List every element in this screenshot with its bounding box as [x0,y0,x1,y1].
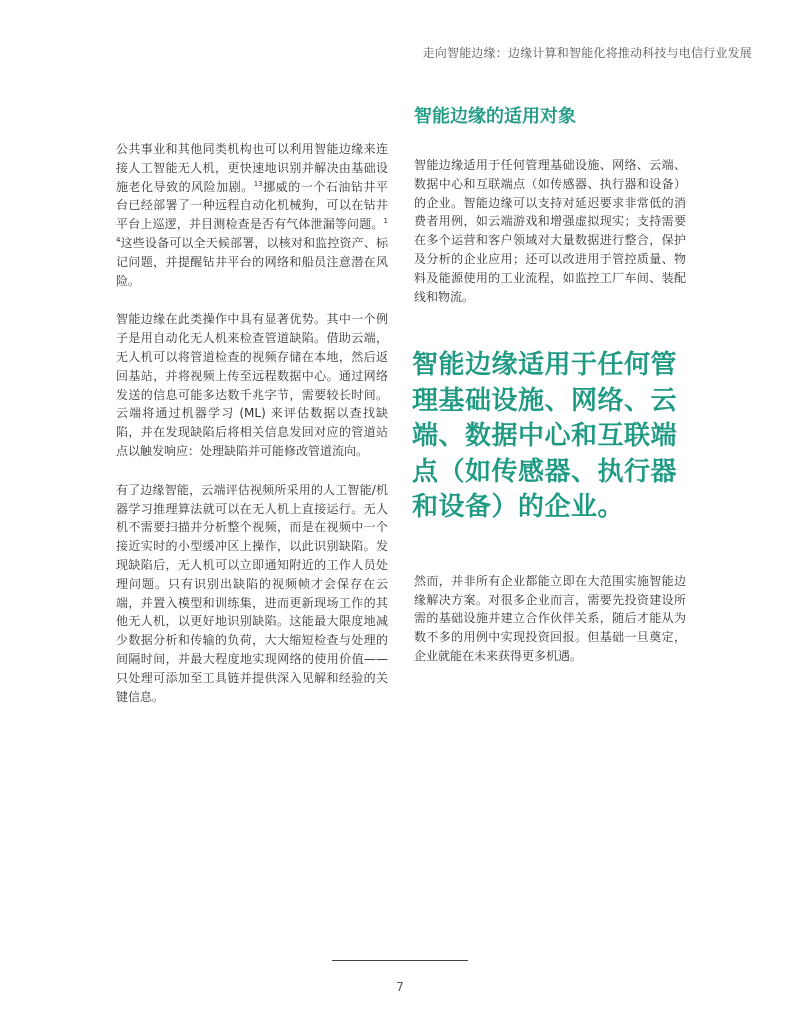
section-heading: 智能边缘的适用对象 [414,106,576,127]
page-number: 7 [396,980,404,994]
paragraph-text: 这些设备可以全天候部署，以核对和监控资产、标记问题，并提醒钻井平台的网络和船员注意潜在风险。 [116,235,388,288]
body-paragraph-1 [116,140,388,290]
running-header: 走向智能边缘：边缘计算和智能化将推动科技与电信行业发展 [422,46,752,60]
footnote-ref-13[interactable]: 13 [253,179,263,188]
body-paragraph-4: 智能边缘适用于任何管理基础设施、网络、云端、数据中心和互联端点（如传感器、执行器和设备）的企业。智能边缘可以支持对延迟要求非常低的消费者用例，如云端游戏和增强虚拟现实；支持需要在多个运营和客户领域对大量数据进行整合，保护及分析的企业应用；还可以改进用于管控质量、物料及能源使用的工业流程，如监控工厂车间、装配线和物流。 [414,158,686,304]
footnote-ref-14[interactable]: 14 [116,217,388,244]
body-paragraph-2: 智能边缘在此类操作中具有显著优势。其中一个例子是用自动化无人机来检查管道缺陷。借助云端，无人机可以将管道检查的视频存储在本地，然后返回基站，并将视频上传至远程数据中心。通过网络发送的信息可能多达数千兆字节，需要较长时间。云端将通过机器学习 (ML) 来评估数据以查找缺陷，并在发现缺陷后将相关信息发回对应的管道站点以触发响应：处理缺陷并可能修改管道流向。 [116,312,388,458]
footer-divider [332,960,468,961]
paragraph-text: 公共事业和其他同类机构也可以利用智能边缘来连接人工智能无人机，更快速地识别并解决由基础设施老化导致的风险加剧。 [116,142,388,194]
right-column [414,104,686,686]
left-column [116,140,388,726]
paragraph-text: 挪威的一个石油钻井平台已经部署了一种远程自动化机械狗，可以在钻井平台上巡逻，并目测检查是否有气体泄漏等问题。 [116,179,388,232]
body-paragraph-3: 有了边缘智能，云端评估视频所采用的人工智能/机器学习推理算法就可以在无人机上直接运行。无人机不需要扫描并分析整个视频，而是在视频中一个接近实时的小型缓冲区上操作，以此识别缺陷。发现缺陷后，无人机可以立即通知附近的工作人员处理问题。只有识别出缺陷的视频帧才会保存在云端，并置入模型和训练集，进而更新现场工作的其他无人机，以更好地识别缺陷。这能最大限度地减少数据分析和传输的负荷，大大缩短检查与处理的间隔时间，并最大程度地实现网络的使用价值——只处理可添加至工具链并提供深入见解和经验的关键信息。 [116,482,388,704]
body-paragraph-5: 然而，并非所有企业都能立即在大范围实施智能边缘解决方案。对很多企业而言，需要先投资建设所需的基础设施并建立合作伙伴关系，随后才能从为数不多的用例中实现投资回报。但基础一旦奠定，企业就能在未来获得更多机遇。 [414,573,686,664]
pull-quote: 智能边缘适用于任何管理基础设施、网络、云端、数据中心和互联端点（如传感器、执行器和设备）的企业。 [412,350,678,523]
